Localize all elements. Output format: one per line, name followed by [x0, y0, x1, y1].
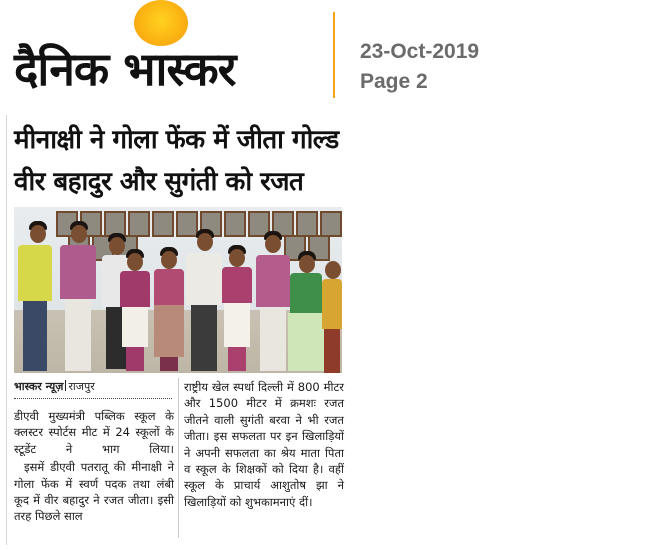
person-figure: [184, 227, 224, 373]
person-figure: [220, 245, 254, 373]
newspaper-masthead: [0, 0, 670, 110]
edition-date: 23-Oct-2019: [360, 40, 480, 63]
article-paragraph: इसमें डीएवी पतरातू की मीनाक्षी ने गोला फेंक में स्वर्ण पदक तथा लंबी कूद में वीर बहादुर ने रजत जीता। इसी तरह पिछले साल: [14, 460, 174, 524]
article-column-2: [184, 379, 344, 510]
byline-place: राजपुर: [68, 380, 95, 393]
edition-page-number: Page 2: [360, 70, 428, 93]
column-rule: [178, 378, 179, 538]
article-byline: [14, 379, 95, 394]
person-figure: [118, 249, 152, 373]
article-paragraph: डीएवी मुख्यमंत्री पब्लिक स्कूल के क्लस्टर स्पोर्टस मीट में 24 स्कूलों के स्टूडेंट ने भाग लिया।: [14, 409, 174, 456]
person-figure: [152, 247, 186, 373]
group-photo: [14, 207, 342, 373]
byline-separator: [65, 380, 66, 391]
masthead-divider: [333, 12, 335, 98]
person-figure: [322, 257, 342, 373]
headline-line-2: वीर बहादुर और सुगंती को रजत: [14, 167, 304, 197]
person-figure: [58, 221, 98, 373]
article-paragraph: राष्ट्रीय खेल स्पर्धा दिल्ली में 800 मीटर और 1500 मीटर में क्रमशः रजत जीतने वाली सुगंती बरवा ने भी रजत जीता। इस सफलता पर इन खिलाड़ियों ने अपनी सफलता का श्रेय माता पिता व स्कूल के शिक्षकों को दिया है। वहीं स्कूल के प्राचार्य आशुतोष झा ने खिलाड़ियों को शुभकामनाएं दीं।: [184, 380, 344, 509]
byline-rule: [14, 398, 172, 399]
byline-agency: भास्कर न्यूज़: [14, 380, 64, 393]
sun-logo-icon: [134, 0, 188, 46]
article-column-1: [14, 408, 174, 525]
newspaper-logo: दैनिक भास्कर: [14, 42, 236, 96]
person-figure: [286, 251, 326, 373]
person-figure: [16, 221, 56, 373]
headline-line-1: मीनाक्षी ने गोला फेंक में जीता गोल्ड: [14, 125, 339, 155]
